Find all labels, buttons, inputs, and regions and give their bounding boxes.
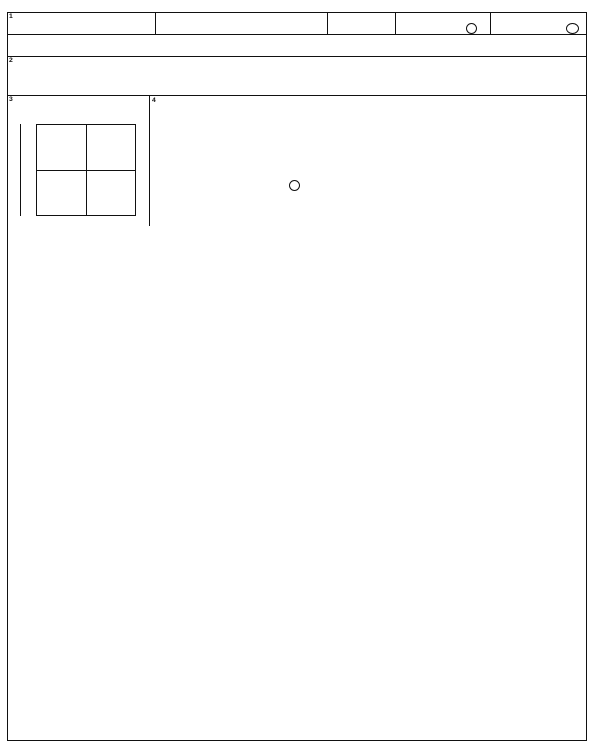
section-4-number: 4 bbox=[152, 97, 156, 104]
form-border bbox=[7, 12, 587, 741]
section-3-number: 3 bbox=[9, 96, 13, 103]
section-1-number: 1 bbox=[9, 13, 13, 20]
section-2-number: 2 bbox=[9, 57, 13, 64]
